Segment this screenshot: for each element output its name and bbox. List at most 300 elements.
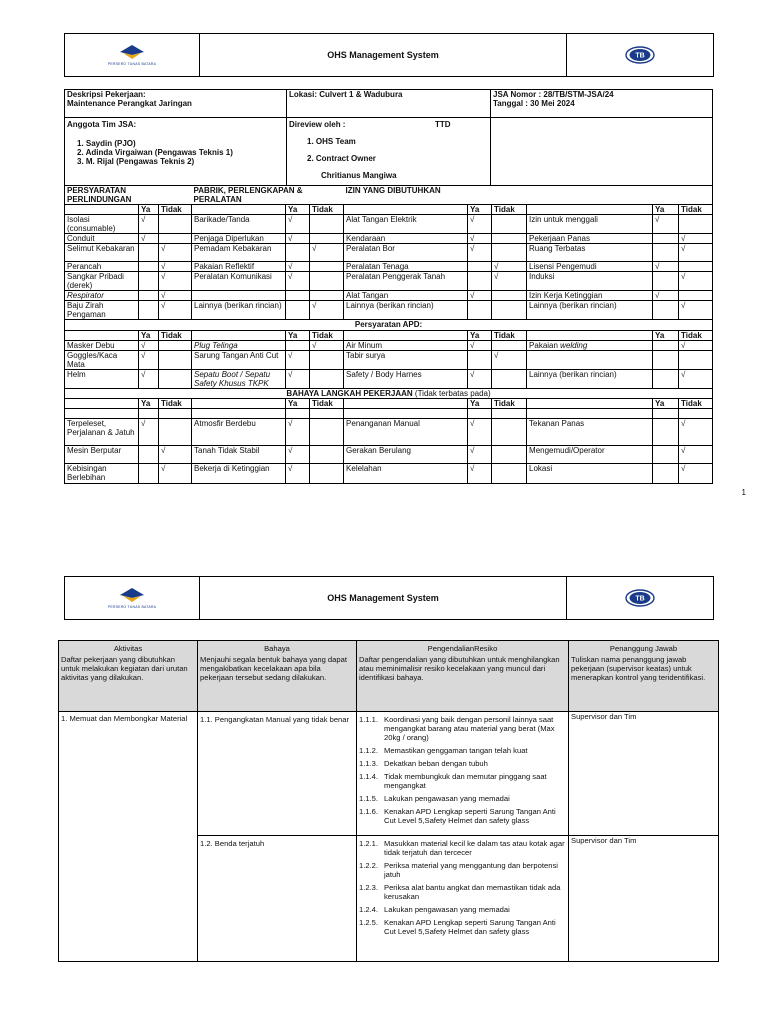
control-number: 1.2.4. [359,905,378,914]
tidak-mark [492,234,527,244]
tidak-mark: √ [492,262,527,272]
item-label: Lainnya (berikan rincian) [192,301,286,320]
hazard-header [198,641,357,712]
ya-mark [653,419,679,446]
control-list [359,715,566,825]
tidak-header: Tidak [679,331,713,341]
control-text: Lakukan pengawasan yang memadai [384,794,510,803]
tidak-mark [492,244,527,262]
jsa-number: JSA Nomor : 28/TB/STM-JSA/24 [493,90,614,99]
ya-mark: √ [286,234,310,244]
item-label: Ruang Terbatas [527,244,653,262]
blank-cell [344,331,468,341]
spacer-row [65,409,713,419]
tidak-mark [310,291,344,301]
section-title: IZIN YANG DIBUTUHKAN [344,186,713,205]
tidak-mark [492,215,527,234]
ya-mark: √ [468,291,492,301]
col-title: Aktivitas [113,644,143,653]
control-item [359,839,566,857]
control-item [359,918,566,936]
tidak-mark [310,272,344,291]
item-label: Peralatan Penggerak Tanah [344,272,468,291]
team-label: Anggota Tim JSA: [67,120,137,129]
blank-cell [492,409,527,419]
ya-mark [139,301,159,320]
checklist-row [65,351,713,370]
tidak-mark [679,262,713,272]
control-number: 1.1.6. [359,807,378,816]
item-label: Plug Telinga [192,341,286,351]
apd-title: Persyaratan APD: [65,320,713,331]
item-label: Izin Kerja Ketinggian [527,291,653,301]
reviewed-by-label: Direview oleh : [289,120,346,129]
tidak-header: Tidak [679,399,713,409]
item-label: Alat Tangan Elektrik [344,215,468,234]
blank-cell [139,409,159,419]
activity-cell [59,712,198,836]
svg-text:TB: TB [635,52,645,60]
tidak-mark [492,301,527,320]
control-cell [357,836,569,962]
control-number: 1.1.4. [359,772,378,781]
ya-mark [468,301,492,320]
ya-mark [286,244,310,262]
item-label: Sangkar Pribadi (derek) [65,272,139,291]
section-title-row [65,186,713,205]
blank-cell [344,205,468,215]
control-item [359,715,566,742]
company-caption: PERSERO TUNAS BATARA [107,605,157,609]
tidak-mark: √ [159,446,192,464]
tidak-mark [310,370,344,389]
company-logo-icon [119,44,145,60]
ya-mark: √ [468,234,492,244]
page-number: 1 [741,488,746,497]
tidak-mark: √ [679,370,713,389]
ya-mark [653,272,679,291]
item-label: Air Minum [344,341,468,351]
ya-mark [139,272,159,291]
hazard-title-cell [65,389,713,399]
responsible-name: Supervisor dan Tim [571,712,637,721]
item-label: Kelelahan [344,464,468,484]
item-label: Gerakan Berulang [344,446,468,464]
tidak-header: Tidak [310,331,344,341]
risk-control-table [58,640,719,962]
ya-mark: √ [139,341,159,351]
jsa-date: Tanggal : 30 Mei 2024 [493,99,575,108]
tidak-mark: √ [679,419,713,446]
checklist-row [65,244,713,262]
tidak-mark [310,234,344,244]
ya-mark: √ [653,215,679,234]
item-label: Masker Debu [65,341,139,351]
ya-mark [139,446,159,464]
section-title: PERSYARATAN PERLINDUNGAN [65,186,192,205]
item-label: Penanganan Manual [344,419,468,446]
item-label: Safety / Body Harnes [344,370,468,389]
blank-cell [65,205,139,215]
blank-cell [527,205,653,215]
blank-cell [65,331,139,341]
ya-header: Ya [468,205,492,215]
control-item [359,746,566,755]
item-label: Pakaian Reflektif [192,262,286,272]
tidak-mark: √ [679,341,713,351]
reviewer-name: Chritianus Mangiwa [321,171,397,180]
tidak-mark: √ [679,446,713,464]
ya-header: Ya [286,399,310,409]
tidak-header: Tidak [159,205,192,215]
reviewer: 1. OHS Team [307,137,356,146]
item-label: Lainnya (berikan rincian) [527,301,653,320]
ya-mark: √ [468,464,492,484]
ya-mark: √ [653,291,679,301]
responsible-name: Supervisor dan Tim [571,836,637,845]
blank-cell [468,409,492,419]
ya-mark [286,301,310,320]
ya-mark: √ [286,262,310,272]
blank-cell [159,409,192,419]
tidak-mark [159,370,192,389]
control-cell [357,712,569,836]
item-label: Selimut Kebakaran [65,244,139,262]
item-label: Goggles/Kaca Mata [65,351,139,370]
control-item [359,807,566,825]
company-logo-icon [119,587,145,603]
col-title: Bahaya [264,644,290,653]
item-label: Peralatan Komunikasi [192,272,286,291]
checklist-row [65,446,713,464]
tidak-mark [492,419,527,446]
item-label: Tekanan Panas [527,419,653,446]
blank-cell [653,409,679,419]
tidak-mark: √ [159,301,192,320]
blank-cell [192,205,286,215]
hazard-title: BAHAYA LANGKAH PEKERJAAN [286,389,413,398]
col-description: Menjauhi segala bentuk bahaya yang dapat mengakibatkan kecelakaan apa bila pekerjaan tersebut sedang dilakukan. [200,655,347,682]
blank-cell [310,409,344,419]
ya-mark [139,262,159,272]
blank-cell [192,409,286,419]
document-title: OHS Management System [327,50,439,60]
control-text: Kenakan APD Lengkap seperti Sarung Tangan Anti Cut Level 5,Safety Helmet dan safety glass [384,918,556,936]
control-number: 1.1.2. [359,746,378,755]
ya-mark: √ [139,351,159,370]
team-member: 3. M. Rijal (Pengawas Teknis 2) [77,157,195,166]
tidak-mark: √ [679,272,713,291]
checklist-row [65,291,713,301]
control-item [359,794,566,803]
control-item [359,772,566,790]
ya-header: Ya [286,205,310,215]
tidak-header: Tidak [310,399,344,409]
section-title: PABRIK, PERLENGKAPAN & PERALATAN [192,186,344,205]
control-item [359,883,566,901]
tidak-mark: √ [492,351,527,370]
checklist-row [65,262,713,272]
tidak-mark [492,446,527,464]
hazard-note: (Tidak terbatas pada) [414,389,491,398]
ya-mark [468,262,492,272]
ya-header: Ya [653,205,679,215]
item-label: Lokasi [527,464,653,484]
jsa-number-cell [491,90,713,118]
col-description: Daftar pekerjaan yang dibutuhkan untuk melakukan kegiatan dari urutan aktivitas yang dilakukan. [61,655,188,682]
item-label-text: Pakaian [529,341,561,350]
tidak-mark [310,464,344,484]
item-label: Izin untuk menggali [527,215,653,234]
ya-mark: √ [468,341,492,351]
blank-cell [192,331,286,341]
hazard-title-row [65,389,713,399]
control-text: Lakukan pengawasan yang memadai [384,905,510,914]
tidak-mark: √ [679,234,713,244]
item-label: Kendaraan [344,234,468,244]
column-header-row [65,331,713,341]
blank-cell [344,399,468,409]
blank-cell [65,409,139,419]
tidak-header: Tidak [492,205,527,215]
tidak-mark [159,234,192,244]
tidak-header: Tidak [310,205,344,215]
tidak-mark: √ [310,301,344,320]
tidak-mark: √ [679,301,713,320]
team-members-cell [65,118,287,186]
control-number: 1.2.1. [359,839,378,848]
item-label: Alat Tangan [344,291,468,301]
tb-badge-cell [566,34,713,76]
company-logo-cell [65,34,200,76]
checklist-row [65,370,713,389]
checklist-row [65,301,713,320]
ya-mark [468,351,492,370]
item-label: Helm [65,370,139,389]
blank-cell [527,399,653,409]
ya-mark [653,464,679,484]
tidak-mark [679,351,713,370]
tidak-mark: √ [159,262,192,272]
checklist-row [65,272,713,291]
checklist-row [65,419,713,446]
reviewer: 2. Contract Owner [307,154,376,163]
item-label [192,291,286,301]
blank-cell [527,331,653,341]
item-label: Lisensi Pengemudi [527,262,653,272]
company-logo-cell [65,577,200,619]
item-label: Baju Zirah Pengaman [65,301,139,320]
ya-mark [653,446,679,464]
tidak-mark [492,370,527,389]
blank-cell [527,409,653,419]
column-header-row [65,399,713,409]
ya-mark: √ [653,262,679,272]
tb-badge-icon [625,46,655,64]
tidak-header: Tidak [159,331,192,341]
ya-mark [653,234,679,244]
item-label: Pemadam Kebakaran [192,244,286,262]
tidak-header: Tidak [159,399,192,409]
location-cell [287,90,491,118]
job-description-value: Maintenance Perangkat Jaringan [67,99,192,108]
ya-mark [139,244,159,262]
location-value: Lokasi: Culvert 1 & Wadubura [289,90,403,99]
blank-cell [344,409,468,419]
tidak-mark: √ [679,244,713,262]
ya-mark: √ [139,215,159,234]
activity-cell [59,836,198,962]
control-list [359,839,566,936]
tidak-mark [492,341,527,351]
checklist-row [65,234,713,244]
tidak-mark [492,291,527,301]
item-label: Sepatu Boot / Sepatu Safety Khusus TKPK [192,370,286,389]
item-label: Peralatan Tenaga [344,262,468,272]
control-number: 1.2.3. [359,883,378,892]
document-title: OHS Management System [327,593,439,603]
blank-cell [679,409,713,419]
ya-mark [286,341,310,351]
tidak-mark [159,351,192,370]
control-number: 1.1.5. [359,794,378,803]
responsible-cell [569,712,719,836]
ya-header: Ya [468,399,492,409]
tb-badge-cell [566,577,713,619]
tidak-mark [159,215,192,234]
ya-mark: √ [286,272,310,291]
control-header [357,641,569,712]
item-label: Kebisingan Berlebihan [65,464,139,484]
tidak-mark [159,419,192,446]
item-label: Mesin Berputar [65,446,139,464]
tidak-mark [310,351,344,370]
item-label: Tanah Tidak Stabil [192,446,286,464]
tb-badge-icon [625,589,655,607]
tidak-mark: √ [679,464,713,484]
ya-header: Ya [468,331,492,341]
item-label: Pekerjaan Panas [527,234,653,244]
col-description: Daftar pengendalian yang dibutuhkan untuk menghilangkan atau meminimalisir resiko kecelakaan yang muncul dari identifikasi bahaya. [359,655,560,682]
item-label: Atmosfir Berdebu [192,419,286,446]
hazard-cell [198,836,357,962]
ya-mark [139,291,159,301]
item-label: Sarung Tangan Anti Cut [192,351,286,370]
tidak-header: Tidak [679,205,713,215]
tidak-mark [310,215,344,234]
control-text: Periksa material yang menggantung dan berpotensi jatuh [384,861,558,879]
item-label [527,341,653,351]
ya-mark [286,291,310,301]
tidak-mark: √ [310,244,344,262]
reviewers-cell [287,118,491,186]
hazard-cell [198,712,357,836]
ya-header: Ya [286,331,310,341]
svg-text:TB: TB [635,595,645,603]
tidak-mark [679,215,713,234]
checklist-row [65,341,713,351]
tidak-mark [679,291,713,301]
jsa-checklist-table [64,185,713,484]
blank-cell [65,399,139,409]
control-number: 1.1.3. [359,759,378,768]
ya-mark: √ [468,370,492,389]
item-label: Lainnya (berikan rincian) [344,301,468,320]
company-caption: PERSERO TUNAS BATARA [107,62,157,66]
ya-mark: √ [468,244,492,262]
blank-cell [286,409,310,419]
ya-mark [468,272,492,291]
ya-header: Ya [139,331,159,341]
tidak-mark: √ [159,244,192,262]
item-label: Tabir surya [344,351,468,370]
ya-mark [653,370,679,389]
item-label: Respirator [65,291,139,301]
tidak-mark: √ [492,272,527,291]
checklist-row [65,464,713,484]
job-description-cell [65,90,287,118]
control-text: Memastikan genggaman tangan telah kuat [384,746,528,755]
signature-label: TTD [435,120,451,129]
ya-mark: √ [286,446,310,464]
item-label [527,351,653,370]
ya-mark [653,351,679,370]
tidak-mark: √ [159,464,192,484]
tidak-mark: √ [159,291,192,301]
ya-header: Ya [653,399,679,409]
ya-mark: √ [139,419,159,446]
reviewers-blank-cell [491,118,713,186]
tidak-header: Tidak [492,399,527,409]
ya-header: Ya [653,331,679,341]
ya-mark: √ [468,419,492,446]
control-number: 1.2.5. [359,918,378,927]
item-label-italic: welding [560,341,588,350]
tidak-mark: √ [310,341,344,351]
responsible-cell [569,836,719,962]
item-label: Peralatan Bor [344,244,468,262]
control-number: 1.2.2. [359,861,378,870]
activity-header [59,641,198,712]
control-item [359,759,566,768]
responsible-header [569,641,719,712]
ya-mark: √ [286,464,310,484]
item-label: Perancah [65,262,139,272]
item-label: Mengemudi/Operator [527,446,653,464]
ya-mark: √ [286,419,310,446]
control-text: Masukkan material kecil ke dalam tas atau kotak agar tidak terjatuh dan tercecer [384,839,565,857]
item-label: Lainnya (berikan rincian) [527,370,653,389]
checklist-row [65,215,713,234]
page2-header [64,576,714,620]
item-label: Terpeleset, Perjalanan & Jatuh [65,419,139,446]
control-text: Koordinasi yang baik dengan personil lainnya saat mengangkat barang atau material yang berat (Max 20kg / orang) [384,715,555,742]
tidak-mark [310,262,344,272]
page1-header [64,33,714,77]
control-item [359,861,566,879]
tidak-mark [310,446,344,464]
ya-mark: √ [468,446,492,464]
ya-mark: √ [468,215,492,234]
blank-cell [192,399,286,409]
tidak-mark [159,341,192,351]
ya-mark: √ [286,351,310,370]
tidak-mark [310,419,344,446]
apd-title-row [65,320,713,331]
team-member: 2. Adinda Virgaiwan (Pengawas Teknis 1) [77,148,233,157]
hazard-name: 1.2. Benda terjatuh [200,839,265,848]
item-label: Barikade/Tanda [192,215,286,234]
